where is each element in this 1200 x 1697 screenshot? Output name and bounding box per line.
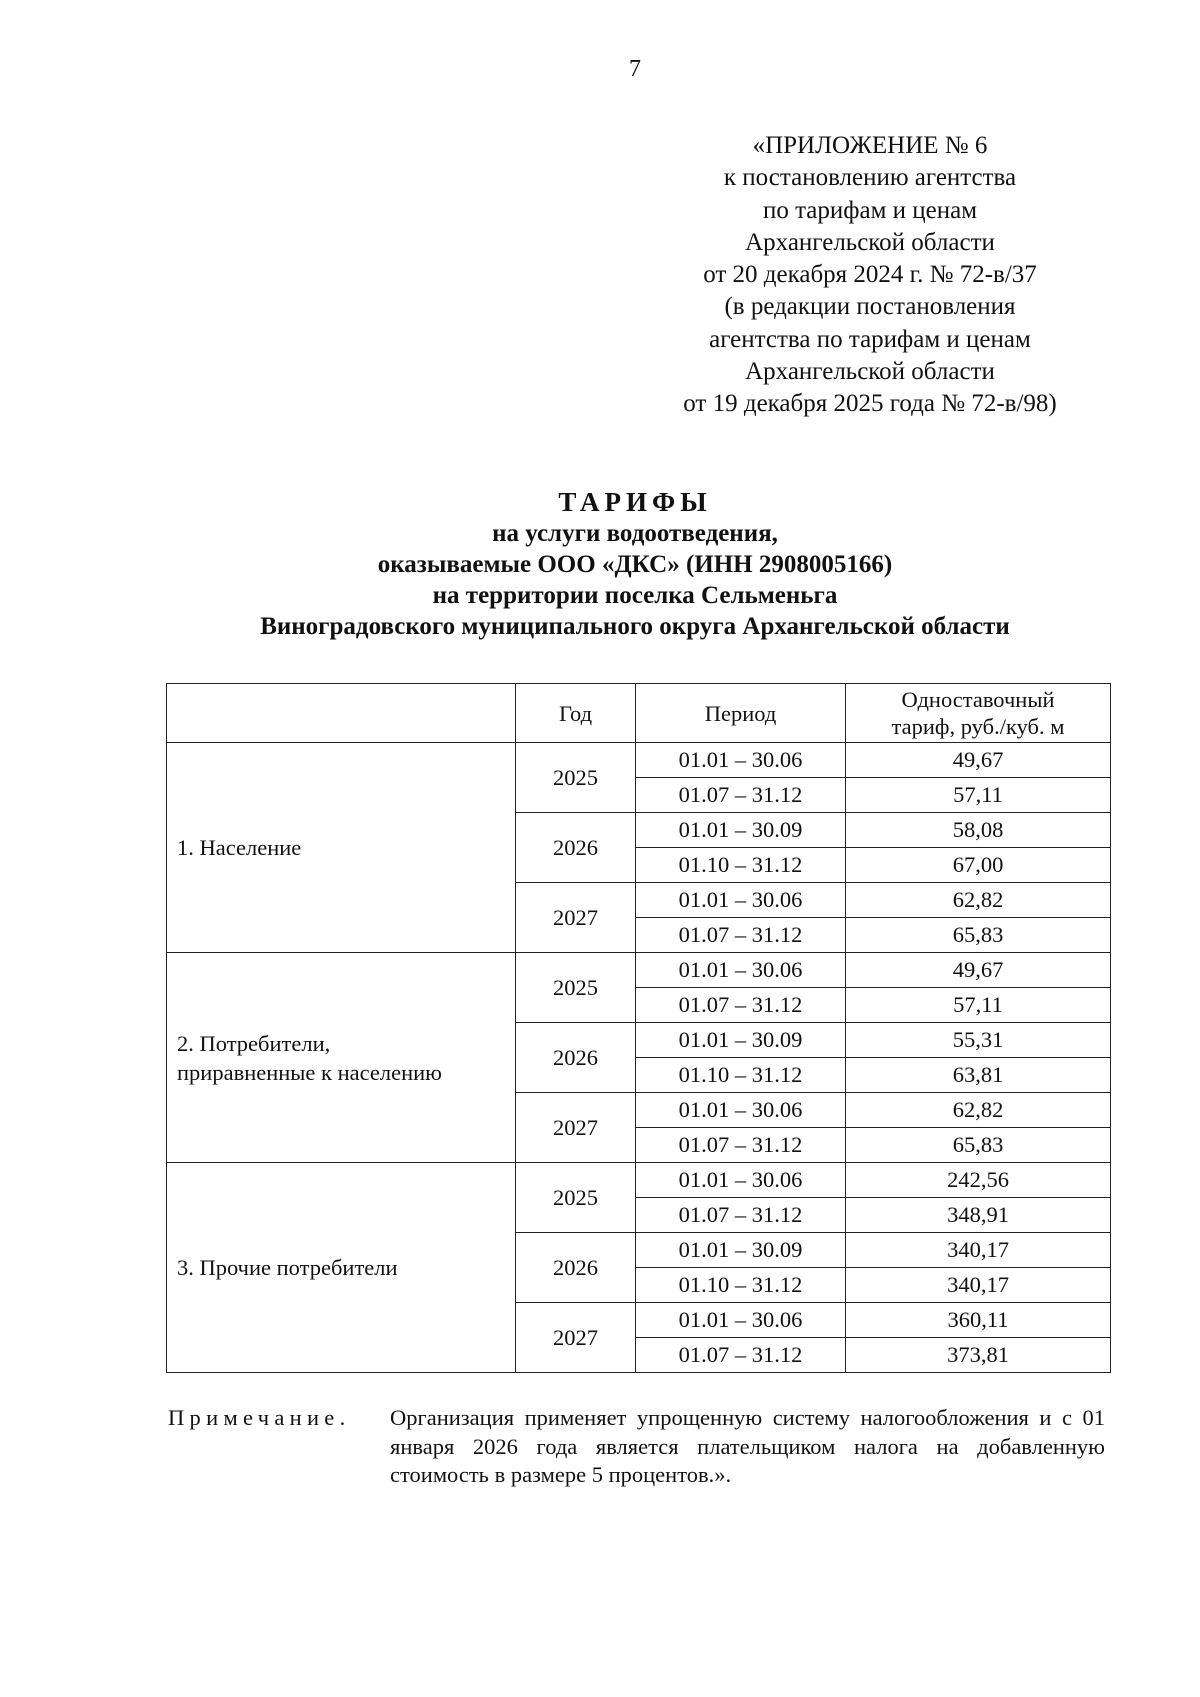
year-cell: 2027: [516, 1093, 636, 1163]
tariff-cell: 49,67: [846, 953, 1111, 988]
header-tariff: [846, 684, 1111, 743]
tariff-cell: 67,00: [846, 848, 1111, 883]
appendix-line: Архангельской области: [745, 358, 995, 386]
tariff-cell: 340,17: [846, 1233, 1111, 1268]
header-tariff-line: Одноставочный: [901, 687, 1055, 712]
appendix-line: (в редакции постановления: [724, 293, 1016, 321]
table-row: [167, 953, 1111, 988]
page-number: 7: [629, 56, 641, 82]
year-cell: 2027: [516, 1303, 636, 1373]
appendix-header: [640, 130, 1100, 421]
table-row: [167, 743, 1111, 778]
period-cell: 01.01 – 30.06: [636, 743, 846, 778]
tariff-cell: 360,11: [846, 1303, 1111, 1338]
category-line: 2. Потребители,: [177, 1030, 331, 1056]
year-cell: 2025: [516, 953, 636, 1023]
appendix-line: Архангельской области: [745, 228, 995, 256]
header-period: Период: [636, 684, 846, 743]
period-cell: 01.01 – 30.06: [636, 883, 846, 918]
period-cell: 01.07 – 31.12: [636, 988, 846, 1023]
table-row: [167, 1163, 1111, 1198]
tariff-cell: 62,82: [846, 1093, 1111, 1128]
period-cell: 01.07 – 31.12: [636, 778, 846, 813]
tariff-cell: 62,82: [846, 883, 1111, 918]
note-label: Примечание.: [168, 1405, 351, 1430]
period-cell: 01.01 – 30.06: [636, 1093, 846, 1128]
period-cell: 01.01 – 30.09: [636, 1233, 846, 1268]
tariff-cell: 57,11: [846, 988, 1111, 1023]
header-tariff-line: тариф, руб./куб. м: [891, 714, 1065, 739]
year-cell: 2026: [516, 1023, 636, 1093]
category-cell: [167, 1163, 516, 1373]
tariff-cell: 348,91: [846, 1198, 1111, 1233]
title-line: Виноградовского муниципального округа Архангельской области: [260, 613, 1010, 640]
category-line: 3. Прочие потребители: [177, 1255, 398, 1280]
period-cell: 01.07 – 31.12: [636, 1128, 846, 1163]
tariff-cell: 63,81: [846, 1058, 1111, 1093]
tariff-cell: 242,56: [846, 1163, 1111, 1198]
appendix-line: от 20 декабря 2024 г. № 72-в/37: [703, 261, 1037, 289]
appendix-line: по тарифам и ценам: [762, 196, 978, 224]
category-line: приравненные к населению: [177, 1059, 442, 1085]
tariff-cell: 58,08: [846, 813, 1111, 848]
year-cell: 2026: [516, 1233, 636, 1303]
header-year: Год: [516, 684, 636, 743]
tariff-cell: 373,81: [846, 1338, 1111, 1373]
title-main: ТАРИФЫ: [558, 487, 712, 517]
period-cell: 01.10 – 31.12: [636, 1268, 846, 1303]
appendix-line: «ПРИЛОЖЕНИЕ № 6: [752, 132, 988, 159]
category-cell: [167, 743, 516, 953]
category-line: 1. Население: [177, 835, 302, 860]
period-cell: 01.01 – 30.09: [636, 1023, 846, 1058]
appendix-line: к постановлению агентства: [723, 164, 1017, 192]
title-line: на территории поселка Сельменьга: [432, 582, 838, 609]
category-cell: [167, 953, 516, 1163]
tariff-table: [166, 683, 1111, 1373]
year-cell: 2026: [516, 813, 636, 883]
title-line: на услуги водоотведения,: [492, 520, 778, 547]
tariff-cell: 57,11: [846, 778, 1111, 813]
year-cell: 2025: [516, 743, 636, 813]
period-cell: 01.10 – 31.12: [636, 848, 846, 883]
tariff-cell: 65,83: [846, 1128, 1111, 1163]
period-cell: 01.01 – 30.06: [636, 1163, 846, 1198]
appendix-line: агентства по тарифам и ценам: [709, 325, 1031, 353]
period-cell: 01.07 – 31.12: [636, 918, 846, 953]
table-header-row: [167, 684, 1111, 743]
year-cell: 2027: [516, 883, 636, 953]
tariff-cell: 65,83: [846, 918, 1111, 953]
tariff-cell: 49,67: [846, 743, 1111, 778]
period-cell: 01.07 – 31.12: [636, 1198, 846, 1233]
period-cell: 01.01 – 30.09: [636, 813, 846, 848]
header-category: [167, 684, 516, 743]
period-cell: 01.10 – 31.12: [636, 1058, 846, 1093]
year-cell: 2025: [516, 1163, 636, 1233]
appendix-line: от 19 декабря 2025 года № 72-в/98): [683, 390, 1057, 418]
title-line: оказываемые ООО «ДКС» (ИНН 2908005166): [377, 551, 893, 578]
period-cell: 01.07 – 31.12: [636, 1338, 846, 1373]
tariff-cell: 55,31: [846, 1023, 1111, 1058]
document-title: [100, 487, 1170, 642]
note-text: Организация применяет упрощенную систему налогообложения и с 01 января 2026 года является плательщиком налога на добавленную стоимость в размере 5 процентов.».: [390, 1405, 1105, 1487]
period-cell: 01.01 – 30.06: [636, 1303, 846, 1338]
tariff-cell: 340,17: [846, 1268, 1111, 1303]
period-cell: 01.01 – 30.06: [636, 953, 846, 988]
